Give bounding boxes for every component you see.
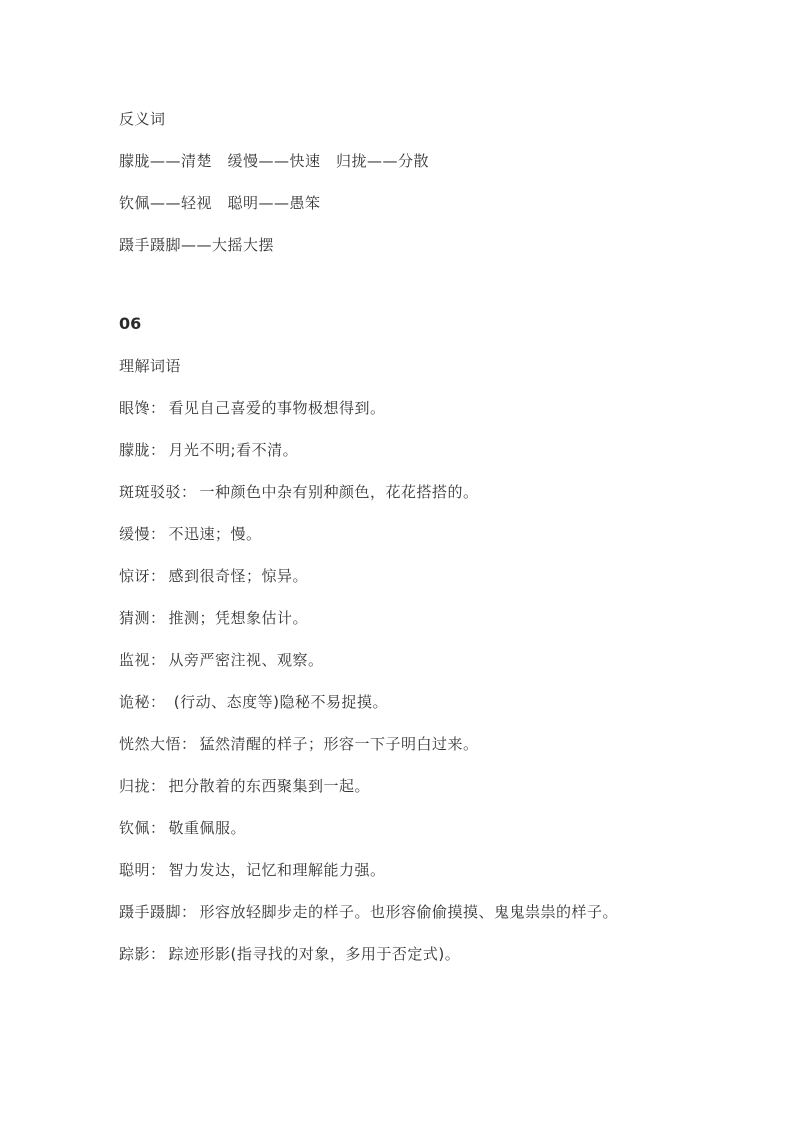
colon-separator: ： bbox=[150, 693, 166, 711]
definition: 感到很奇怪；惊异。 bbox=[168, 567, 309, 585]
term: 猜测 bbox=[119, 609, 151, 627]
term: 眼馋 bbox=[119, 399, 151, 417]
definition: 敬重佩服。 bbox=[168, 819, 247, 837]
term: 钦佩 bbox=[119, 819, 151, 837]
colon-separator: ： bbox=[150, 777, 166, 795]
definition-entry bbox=[119, 639, 713, 681]
definition: (行动、态度等)隐秘不易捉摸。 bbox=[168, 693, 389, 711]
definition-entry bbox=[119, 933, 713, 975]
colon-separator: ： bbox=[150, 441, 166, 459]
colon-separator: ： bbox=[181, 903, 197, 921]
term: 聪明 bbox=[119, 861, 151, 879]
antonym-pairs-row: 朦胧——清楚 缓慢——快速 归拢——分散 bbox=[119, 152, 430, 170]
definition: 形容放轻脚步走的样子。也形容偷偷摸摸、鬼鬼祟祟的样子。 bbox=[199, 903, 619, 921]
definition: 从旁严密注视、观察。 bbox=[168, 651, 324, 669]
section-number: 06 bbox=[119, 314, 142, 333]
colon-separator: ： bbox=[150, 609, 166, 627]
colon-separator: ： bbox=[150, 945, 166, 963]
definition-entry bbox=[119, 429, 713, 471]
term: 诡秘 bbox=[119, 693, 151, 711]
definition-entry bbox=[119, 723, 713, 765]
term: 踪影 bbox=[119, 945, 151, 963]
colon-separator: ： bbox=[150, 525, 166, 543]
definition: 一种颜色中杂有别种颜色，花花搭搭的。 bbox=[199, 483, 479, 501]
definition: 推测；凭想象估计。 bbox=[168, 609, 309, 627]
term: 惊讶 bbox=[119, 567, 151, 585]
colon-separator: ： bbox=[150, 861, 166, 879]
term: 归拢 bbox=[119, 777, 151, 795]
definition-entry bbox=[119, 765, 713, 807]
term: 朦胧 bbox=[119, 441, 151, 459]
colon-separator: ： bbox=[150, 651, 166, 669]
colon-separator: ： bbox=[181, 735, 197, 753]
term: 恍然大悟 bbox=[119, 735, 182, 753]
definition: 看见自己喜爱的事物极想得到。 bbox=[168, 399, 386, 417]
section-spacer bbox=[119, 266, 713, 303]
definition-entry bbox=[119, 849, 713, 891]
colon-separator: ： bbox=[181, 483, 197, 501]
term: 缓慢 bbox=[119, 525, 151, 543]
definition-entry bbox=[119, 471, 713, 513]
vocab-section-heading: 理解词语 bbox=[119, 357, 182, 375]
colon-separator: ： bbox=[150, 567, 166, 585]
antonym-section-heading: 反义词 bbox=[119, 110, 166, 128]
definition: 月光不明;看不清。 bbox=[168, 441, 299, 459]
definition-entry bbox=[119, 513, 713, 555]
definition-entry bbox=[119, 387, 713, 429]
definition: 踪迹形影(指寻找的对象，多用于否定式)。 bbox=[168, 945, 461, 963]
definition: 猛然清醒的样子；形容一下子明白过来。 bbox=[199, 735, 479, 753]
definition: 不迅速；慢。 bbox=[168, 525, 262, 543]
colon-separator: ： bbox=[150, 399, 166, 417]
term: 蹑手蹑脚 bbox=[119, 903, 182, 921]
term: 斑斑驳驳 bbox=[119, 483, 182, 501]
definition: 智力发达，记忆和理解能力强。 bbox=[168, 861, 386, 879]
definition-entry bbox=[119, 807, 713, 849]
definition-entry bbox=[119, 555, 713, 597]
term: 监视 bbox=[119, 651, 151, 669]
definition-entry bbox=[119, 597, 713, 639]
definition-entry bbox=[119, 681, 713, 723]
definition-entry bbox=[119, 891, 713, 933]
antonym-pairs-row: 钦佩——轻视 聪明——愚笨 bbox=[119, 194, 321, 212]
definition: 把分散着的东西聚集到一起。 bbox=[168, 777, 371, 795]
antonym-pairs-row: 蹑手蹑脚——大摇大摆 bbox=[119, 236, 275, 254]
colon-separator: ： bbox=[150, 819, 166, 837]
